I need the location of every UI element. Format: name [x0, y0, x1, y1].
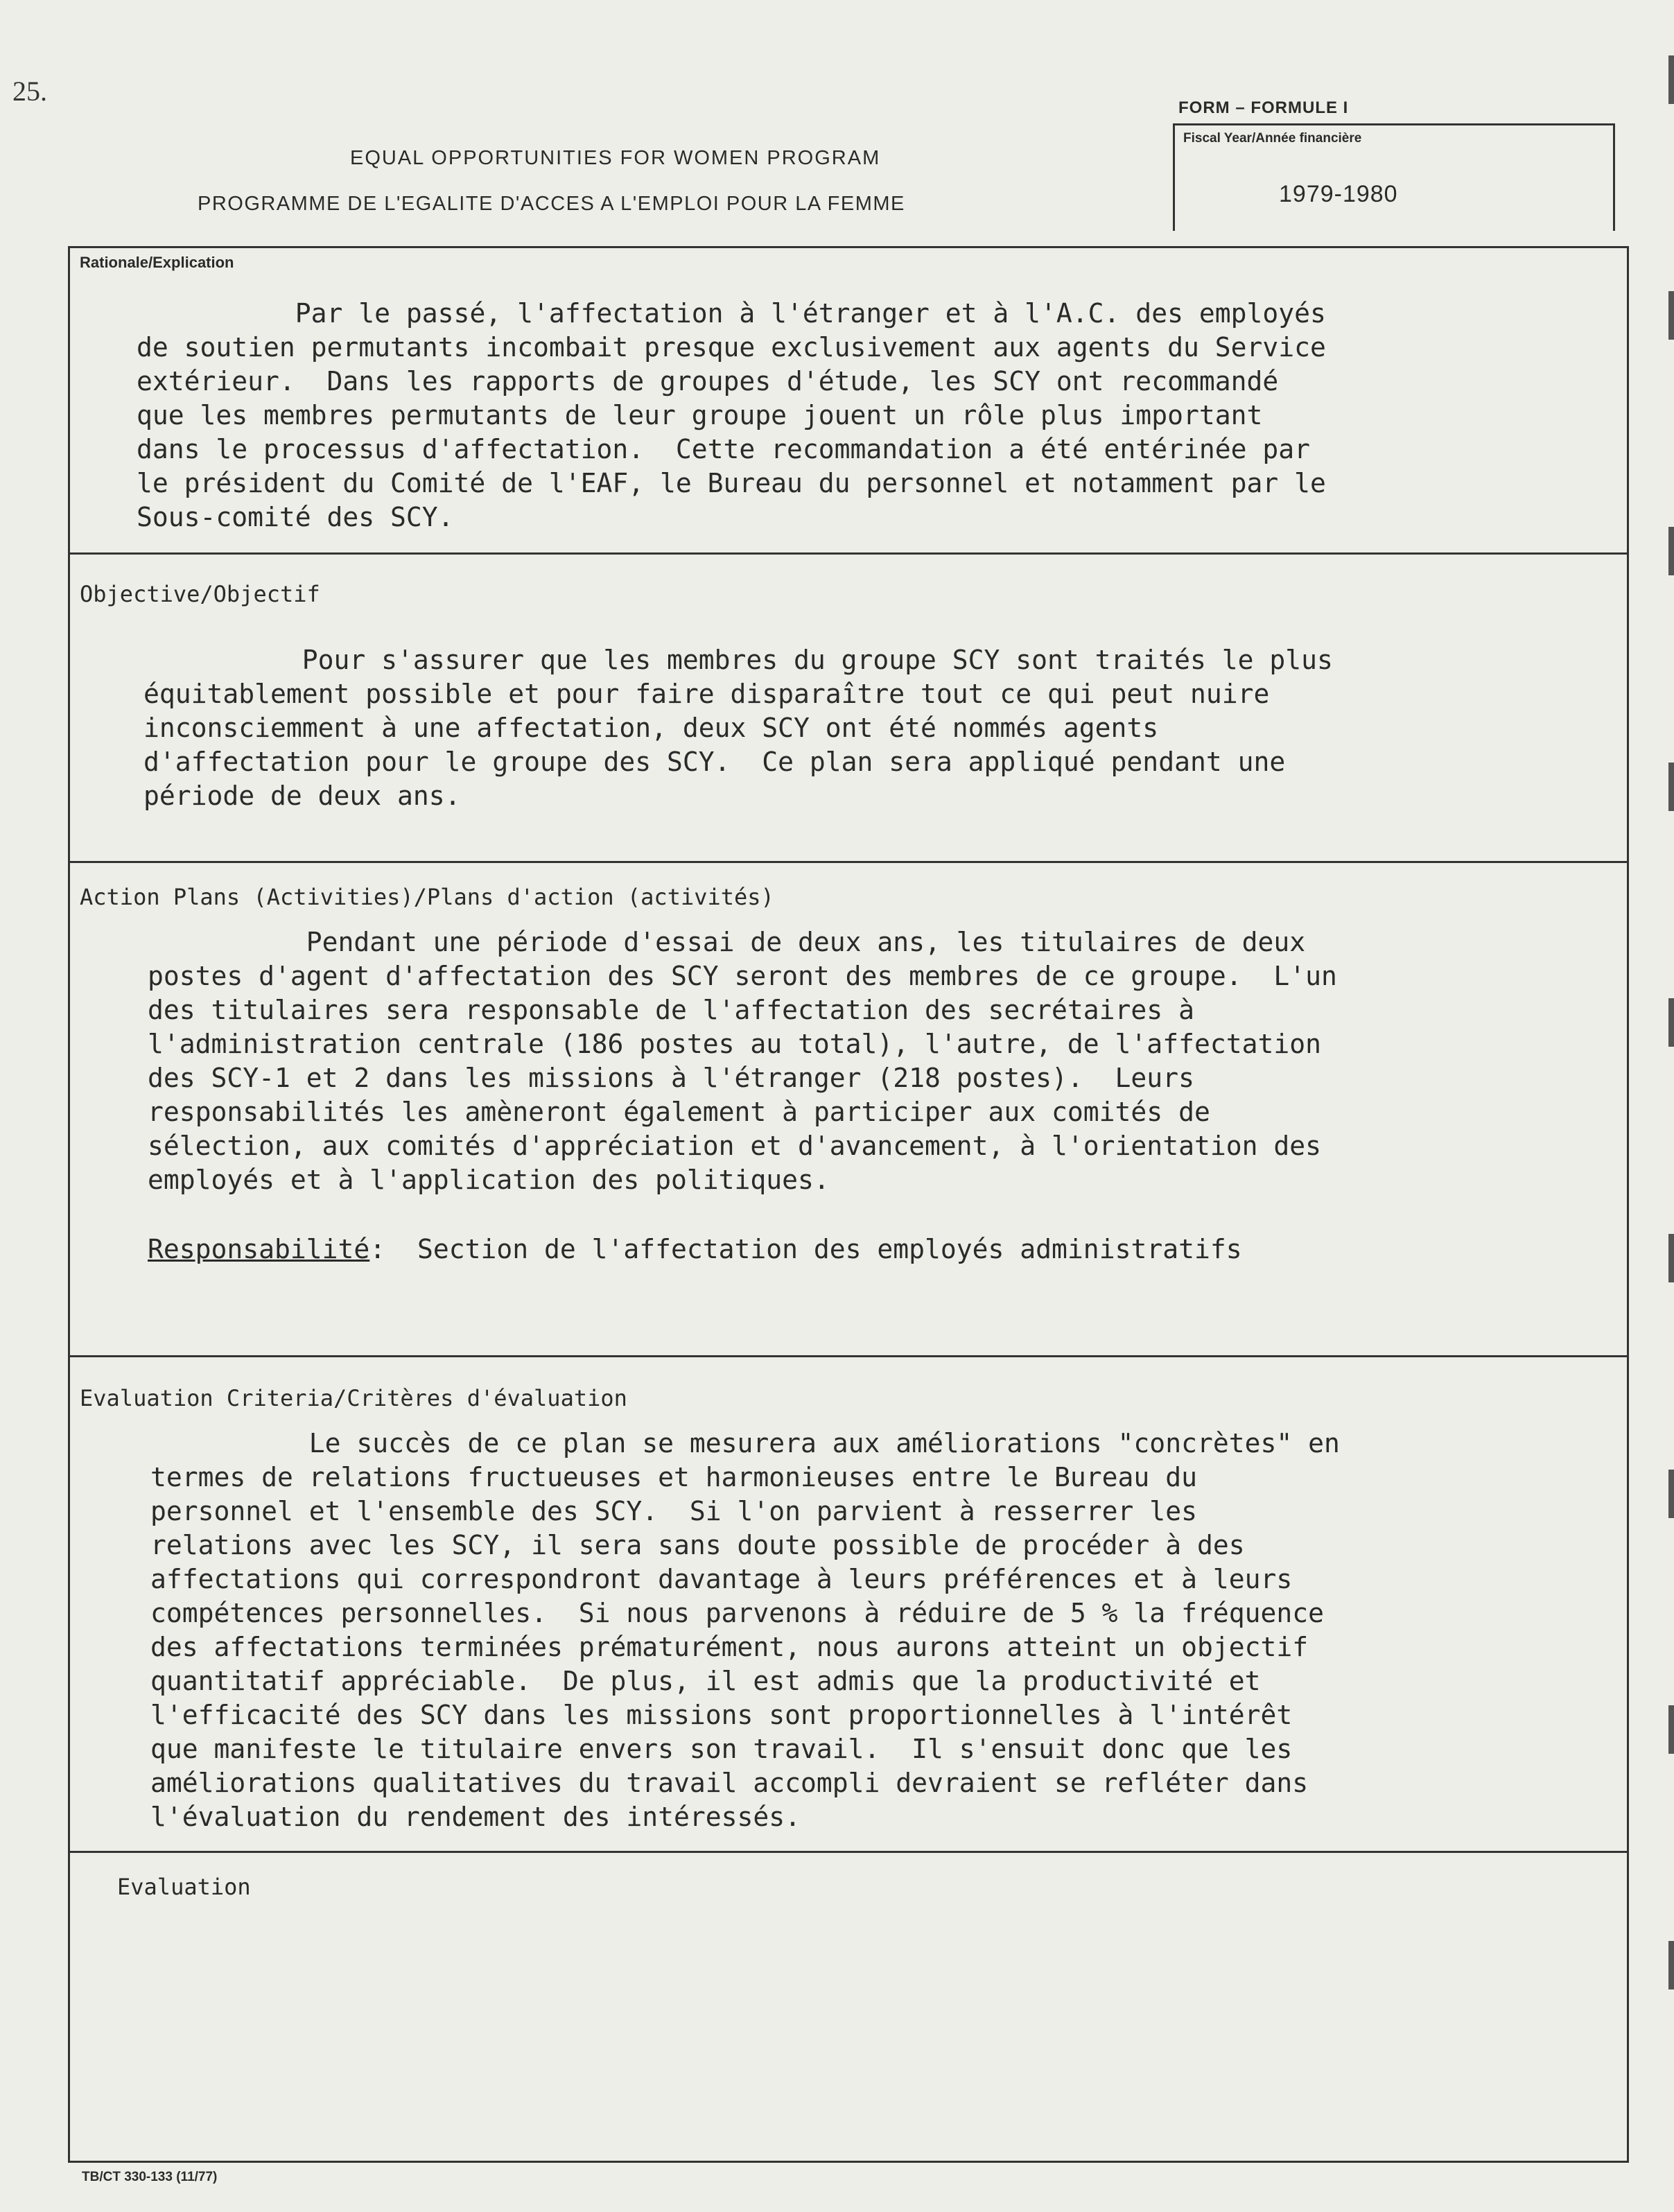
program-title-en: EQUAL OPPORTUNITIES FOR WOMEN PROGRAM: [350, 147, 881, 169]
rationale-text: Par le passé, l'affectation à l'étranger et à l'A.C. des employés de soutien permutants incombait presque exclusivement aux agents du Service extérieur. Dans les rapports de groupes d'étude, les SCY ont recommandé que les membres permutants de leur groupe jouent un rôle plus important dans le processus d'affectation. Cette recommandation a été entérinée par le président du Comité de l'EAF, le Bureau du personnel et notamment par le Sous-comité des SCY.: [137, 298, 1326, 532]
objective-text: Pour s'assurer que les membres du groupe SCY sont traités le plus équitablement possible et pour faire disparaître tout ce qui peut nuire inconsciemment à une affectation, deux SCY ont été nommés agents d'affectation pour le groupe des SCY. Ce plan sera appliqué pendant une période de deux ans.: [143, 645, 1333, 811]
binder-edge: [1664, 42, 1674, 2121]
rationale-section: [70, 248, 1627, 555]
evaluation-criteria-section: [70, 1357, 1627, 1853]
action-plans-text: Pendant une période d'essai de deux ans, les titulaires de deux postes d'agent d'affectation des SCY seront des membres de ce groupe. L'un des titulaires sera responsable de l'affectation des secrétaires à l'administration centrale (186 postes au total), l'autre, de l'affectation des SCY-1 et 2 dans les missions à l'étranger (218 postes). Leurs responsabilités les amèneront également à participer aux comités de sélection, aux comités d'appréciation et d'avancement, à l'orientation des employés et à l'application des politiques.: [148, 927, 1337, 1195]
form-code: TB/CT 330-133 (11/77): [82, 2170, 218, 2184]
form-label: FORM – FORMULE I: [1178, 98, 1349, 117]
evaluation-section: [70, 1853, 1627, 2163]
objective-section: [70, 555, 1627, 863]
fiscal-year-label: Fiscal Year/Année financière: [1183, 131, 1362, 146]
form-body: [68, 246, 1629, 2163]
rationale-label: Rationale/Explication: [80, 254, 234, 271]
action-plans-section: [70, 863, 1627, 1357]
evaluation-criteria-label: Evaluation Criteria/Critères d'évaluation: [80, 1385, 627, 1411]
action-plans-label: Action Plans (Activities)/Plans d'action (activités): [80, 884, 774, 910]
fiscal-year-value: 1979-1980: [1279, 181, 1398, 207]
evaluation-criteria-text: Le succès de ce plan se mesurera aux améliorations "concrètes" en termes de relations fructueuses et harmonieuses entre le Bureau du personnel et l'ensemble des SCY. Si l'on parvient à resserrer les relations avec les SCY, il sera sans doute possible de procéder à des affectations qui correspondront davantage à leurs préférences et à leurs compétences personnelles. Si nous parvenons à réduire de 5 % la fréquence des affectations terminées prématurément, nous aurons atteint un objectif quantitatif appréciable. De plus, il est admis que la productivité et l'efficacité des SCY dans les missions sont proportionnelles à l'intérêt que manifeste le titulaire envers son travail. Il s'ensuit donc que les améliorations qualitatives du travail accompli devraient se refléter dans l'évaluation du rendement des intéressés.: [150, 1428, 1340, 1832]
responsibility-value: Section de l'affectation des employés administratifs: [417, 1234, 1242, 1264]
program-title-fr: PROGRAMME DE L'EGALITE D'ACCES A L'EMPLOI POUR LA FEMME: [198, 193, 905, 215]
responsibility-label: Responsabilité: [148, 1234, 370, 1264]
objective-label: Objective/Objectif: [80, 581, 320, 607]
page-number: 25.: [12, 76, 47, 107]
fiscal-year-box: [1173, 123, 1615, 231]
evaluation-label: Evaluation: [117, 1874, 251, 1900]
responsibility-line: Responsabilité: Section de l'affectation des employés administratifs: [148, 1234, 1242, 1264]
